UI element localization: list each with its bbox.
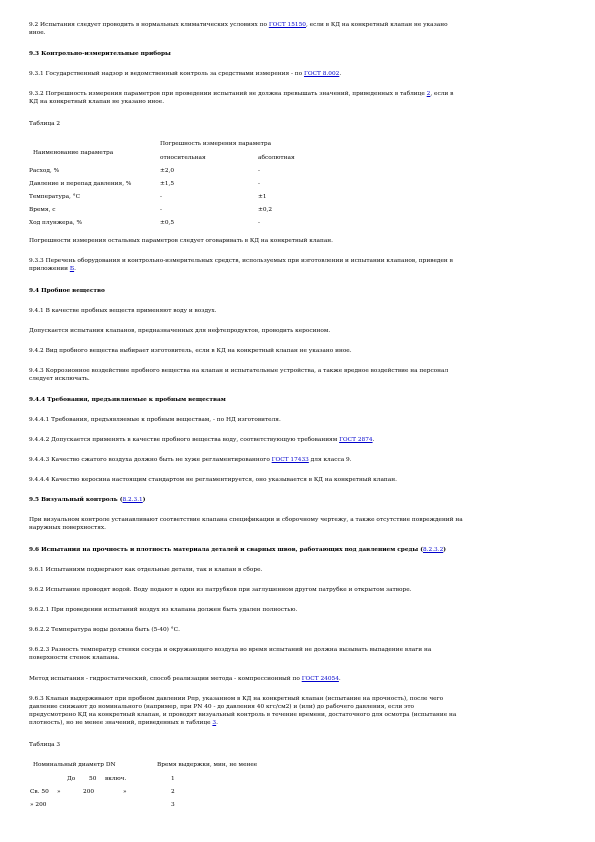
table-row-absolute: -	[258, 168, 260, 174]
link-gost-15150[interactable]: ГОСТ 15150	[268, 22, 306, 28]
table-row-prefix: Св. 50	[30, 789, 49, 795]
heading-9-6	[29, 547, 446, 554]
paragraph-text: 9.3.2 Погрешность измерения параметров при проведении испытаний не должна превышать значений, приведенных в таблице	[29, 91, 427, 97]
link-gost-2874[interactable]: ГОСТ 2874	[339, 437, 373, 443]
table-row-time: 3	[171, 802, 175, 808]
table-3-col-header-dn: Номинальный диаметр DN	[33, 762, 116, 768]
paragraph-9-6-3: 9.6.3 Клапан выдерживают при пробном давлении Рпр, указанном в КД на конкретный клапан (испытание на прочность), после чего	[29, 696, 444, 702]
paragraph-9-3-3: 9.3.3 Перечень оборудования и контрольно-измерительных средств, используемых при изготовлении и испытании клапанов, приведен в	[29, 258, 453, 264]
table-row-relative: ±0,5	[160, 220, 175, 226]
table-row-ditto: »	[123, 789, 127, 795]
paragraph-text: плотность), но не менее значений, приведенных в таблице	[29, 720, 213, 726]
table-row-ditto: »	[57, 789, 61, 795]
paragraph-9-2	[29, 22, 448, 29]
table-row-prefix: До	[67, 776, 76, 782]
table-row-time: 1	[171, 776, 175, 782]
paragraph-9-5-cont: наружных поверхностях.	[29, 525, 106, 531]
table-3	[30, 762, 293, 812]
paragraph-9-6-1: 9.6.1 Испытаниям подвергают как отдельные детали, так и клапан в сборе.	[29, 567, 263, 573]
heading-text: )	[443, 547, 447, 553]
table-row-prefix: » 200	[30, 802, 47, 808]
paragraph-9-6-2-1: 9.6.2.1 При проведении испытаний воздух из клапана должен быть удален полностью.	[29, 607, 298, 613]
table-2-caption: Таблица 2	[29, 121, 61, 127]
table-row-absolute: ±1	[258, 194, 267, 200]
paragraph-9-4-4-3	[29, 457, 352, 464]
table-row-relative: -	[160, 194, 162, 200]
paragraph-9-4-4-2	[29, 437, 374, 444]
link-gost-24054[interactable]: ГОСТ 24054	[301, 676, 339, 682]
paragraph-text: для класса 9.	[308, 457, 352, 463]
table-row-name: Давление и перепад давления, %	[29, 181, 132, 187]
paragraph-9-4-3: 9.4.3 Коррозионное воздействие пробного вещества на клапан и испытательные устройства, а также вредное воздействие на персонал	[29, 368, 449, 374]
table-row-time: 2	[171, 789, 175, 795]
table-row-name: Ход плунжера, %	[29, 220, 82, 226]
table-row-relative: -	[160, 207, 162, 213]
paragraph-text: , если в	[430, 91, 454, 97]
paragraph-errors: Погрешности измерения остальных параметров следует оговаривать в КД на конкретный клапан.	[29, 238, 334, 244]
paragraph-method	[29, 676, 341, 683]
paragraph-9-3-2	[29, 91, 453, 98]
table-row-name: Температура, °С	[29, 194, 81, 200]
paragraph-9-6-2-3: 9.6.2.3 Разность температур стенки сосуда и окружающего воздуха во время испытаний не должна вызывать выпадение влаги на	[29, 647, 432, 653]
paragraph-text: .	[339, 71, 342, 77]
paragraph-9-4-4-4: 9.4.4.4 Качество керосина настоящим стандартом не регламентируется, оно указывается в КД на конкретный клапан.	[29, 477, 397, 483]
link-8-2-3-2[interactable]: 8.2.3.2	[422, 547, 444, 553]
table-row-relative: ±2,0	[160, 168, 175, 174]
heading-9-4-4: 9.4.4 Требования, предъявляемые к пробным веществам	[29, 397, 226, 403]
paragraph-text: .	[74, 266, 76, 272]
paragraph-9-3-1	[29, 71, 341, 78]
paragraph-9-4-2: 9.4.2 Вид пробного вещества выбирает изготовитель, если в КД на конкретный клапан не указано иное.	[29, 348, 352, 354]
table-2-col-header-name: Наименование параметра	[33, 150, 114, 156]
paragraph-9-6-3-cont-1: давление снижают до номинального (например, при PN 40 - до давления 40 кгс/см2) и (или) до рабочего давления, если это	[29, 704, 415, 710]
link-appendix-b[interactable]: Б	[69, 266, 75, 272]
paragraph-9-5: При визуальном контроле устанавливают соответствие клапана спецификации и сборочному чертежу, а также отсутствие повреждений на	[29, 517, 463, 523]
table-row-relative: ±1,5	[160, 181, 175, 187]
link-gost-8-002[interactable]: ГОСТ 8.002	[303, 71, 340, 77]
paragraph-9-4-4-1: 9.4.4.1 Требования, предъявляемые к пробным веществам, - по НД изготовителя.	[29, 417, 281, 423]
paragraph-text: 9.3.1 Государственный надзор и ведомственный контроль за средствами измерения - по	[29, 71, 304, 77]
paragraph-9-4-1: 9.4.1 В качестве пробных веществ применяют воду и воздух.	[29, 308, 217, 314]
paragraph-text: приложении	[29, 266, 70, 272]
paragraph-9-6-3-cont-2: предусмотрено КД на конкретный клапан, и проводят визуальный контроль в течение времени, достаточного для осмотра (испытание на	[29, 712, 457, 718]
table-row-dn: 200	[83, 789, 95, 795]
heading-text: )	[142, 497, 146, 503]
paragraph-text: Метод испытания - гидростатический, способ реализации метода - компрессионный по	[29, 676, 302, 682]
link-table-3[interactable]: 3	[212, 720, 217, 726]
link-gost-17433[interactable]: ГОСТ 17433	[271, 457, 309, 463]
link-table-2[interactable]: 2	[426, 91, 431, 97]
paragraph-text: 9.4.4.3 Качество сжатого воздуха должно быть не хуже регламентированного	[29, 457, 272, 463]
heading-9-5	[29, 497, 145, 504]
table-2	[29, 141, 333, 231]
paragraph-9-6-2-2: 9.6.2.2 Температура воды должна быть (5-40) °С.	[29, 627, 180, 633]
paragraph-9-6-2-3-cont: поверхности стенок клапана.	[29, 655, 120, 661]
table-row-absolute: -	[258, 220, 260, 226]
paragraph-text: .	[338, 676, 341, 682]
paragraph-text: .	[216, 720, 218, 726]
heading-9-4: 9.4 Пробное вещество	[29, 288, 105, 294]
heading-text: 9.6 Испытания на прочность и плотность материала деталей и сварных швов, работающих под давлением среды (	[29, 547, 423, 553]
table-row-suffix: включ.	[105, 776, 127, 782]
table-3-caption: Таблица 3	[29, 742, 61, 748]
paragraph-kerosene: Допускается испытания клапанов, предназначенных для нефтепродуктов, проводить керосином.	[29, 328, 331, 334]
table-row-absolute: ±0,2	[258, 207, 273, 213]
paragraph-text: , если в КД на конкретный клапан не указано	[306, 22, 448, 28]
paragraph-9-2-cont: иное.	[29, 30, 46, 36]
table-row-name: Расход, %	[29, 168, 60, 174]
table-2-subheader-absolute: абсолютная	[258, 155, 295, 161]
table-2-group-header: Погрешность измерения параметра	[160, 141, 272, 147]
table-row-absolute: -	[258, 181, 260, 187]
table-row-dn: 50	[89, 776, 97, 782]
heading-text: 9.5 Визуальный контроль (	[29, 497, 123, 503]
paragraph-9-6-2: 9.6.2 Испытание проводят водой. Воду подают в один из патрубков при заглушенном другом патрубке и открытом затворе.	[29, 587, 412, 593]
table-3-col-header-time: Время выдержки, мин, не менее	[157, 762, 258, 768]
paragraph-9-6-3-cont-3	[29, 720, 218, 727]
paragraph-9-3-3-cont	[29, 266, 76, 273]
paragraph-text: 9.2 Испытания следует проводить в нормальных климатических условиях по	[29, 22, 269, 28]
paragraph-9-4-3-cont: следует исключать.	[29, 376, 90, 382]
table-2-subheader-relative: относительная	[160, 155, 206, 161]
paragraph-9-3-2-cont: КД на конкретный клапан не указано иное.	[29, 99, 165, 105]
table-row-name: Время, с	[29, 207, 56, 213]
link-8-2-3-1[interactable]: 8.2.3.1	[122, 497, 143, 503]
heading-9-3: 9.3 Контрольно-измерительные приборы	[29, 51, 171, 57]
paragraph-text: .	[372, 437, 375, 443]
paragraph-text: 9.4.4.2 Допускается применять в качестве пробного вещества воду, соответствующую требованиям	[29, 437, 340, 443]
